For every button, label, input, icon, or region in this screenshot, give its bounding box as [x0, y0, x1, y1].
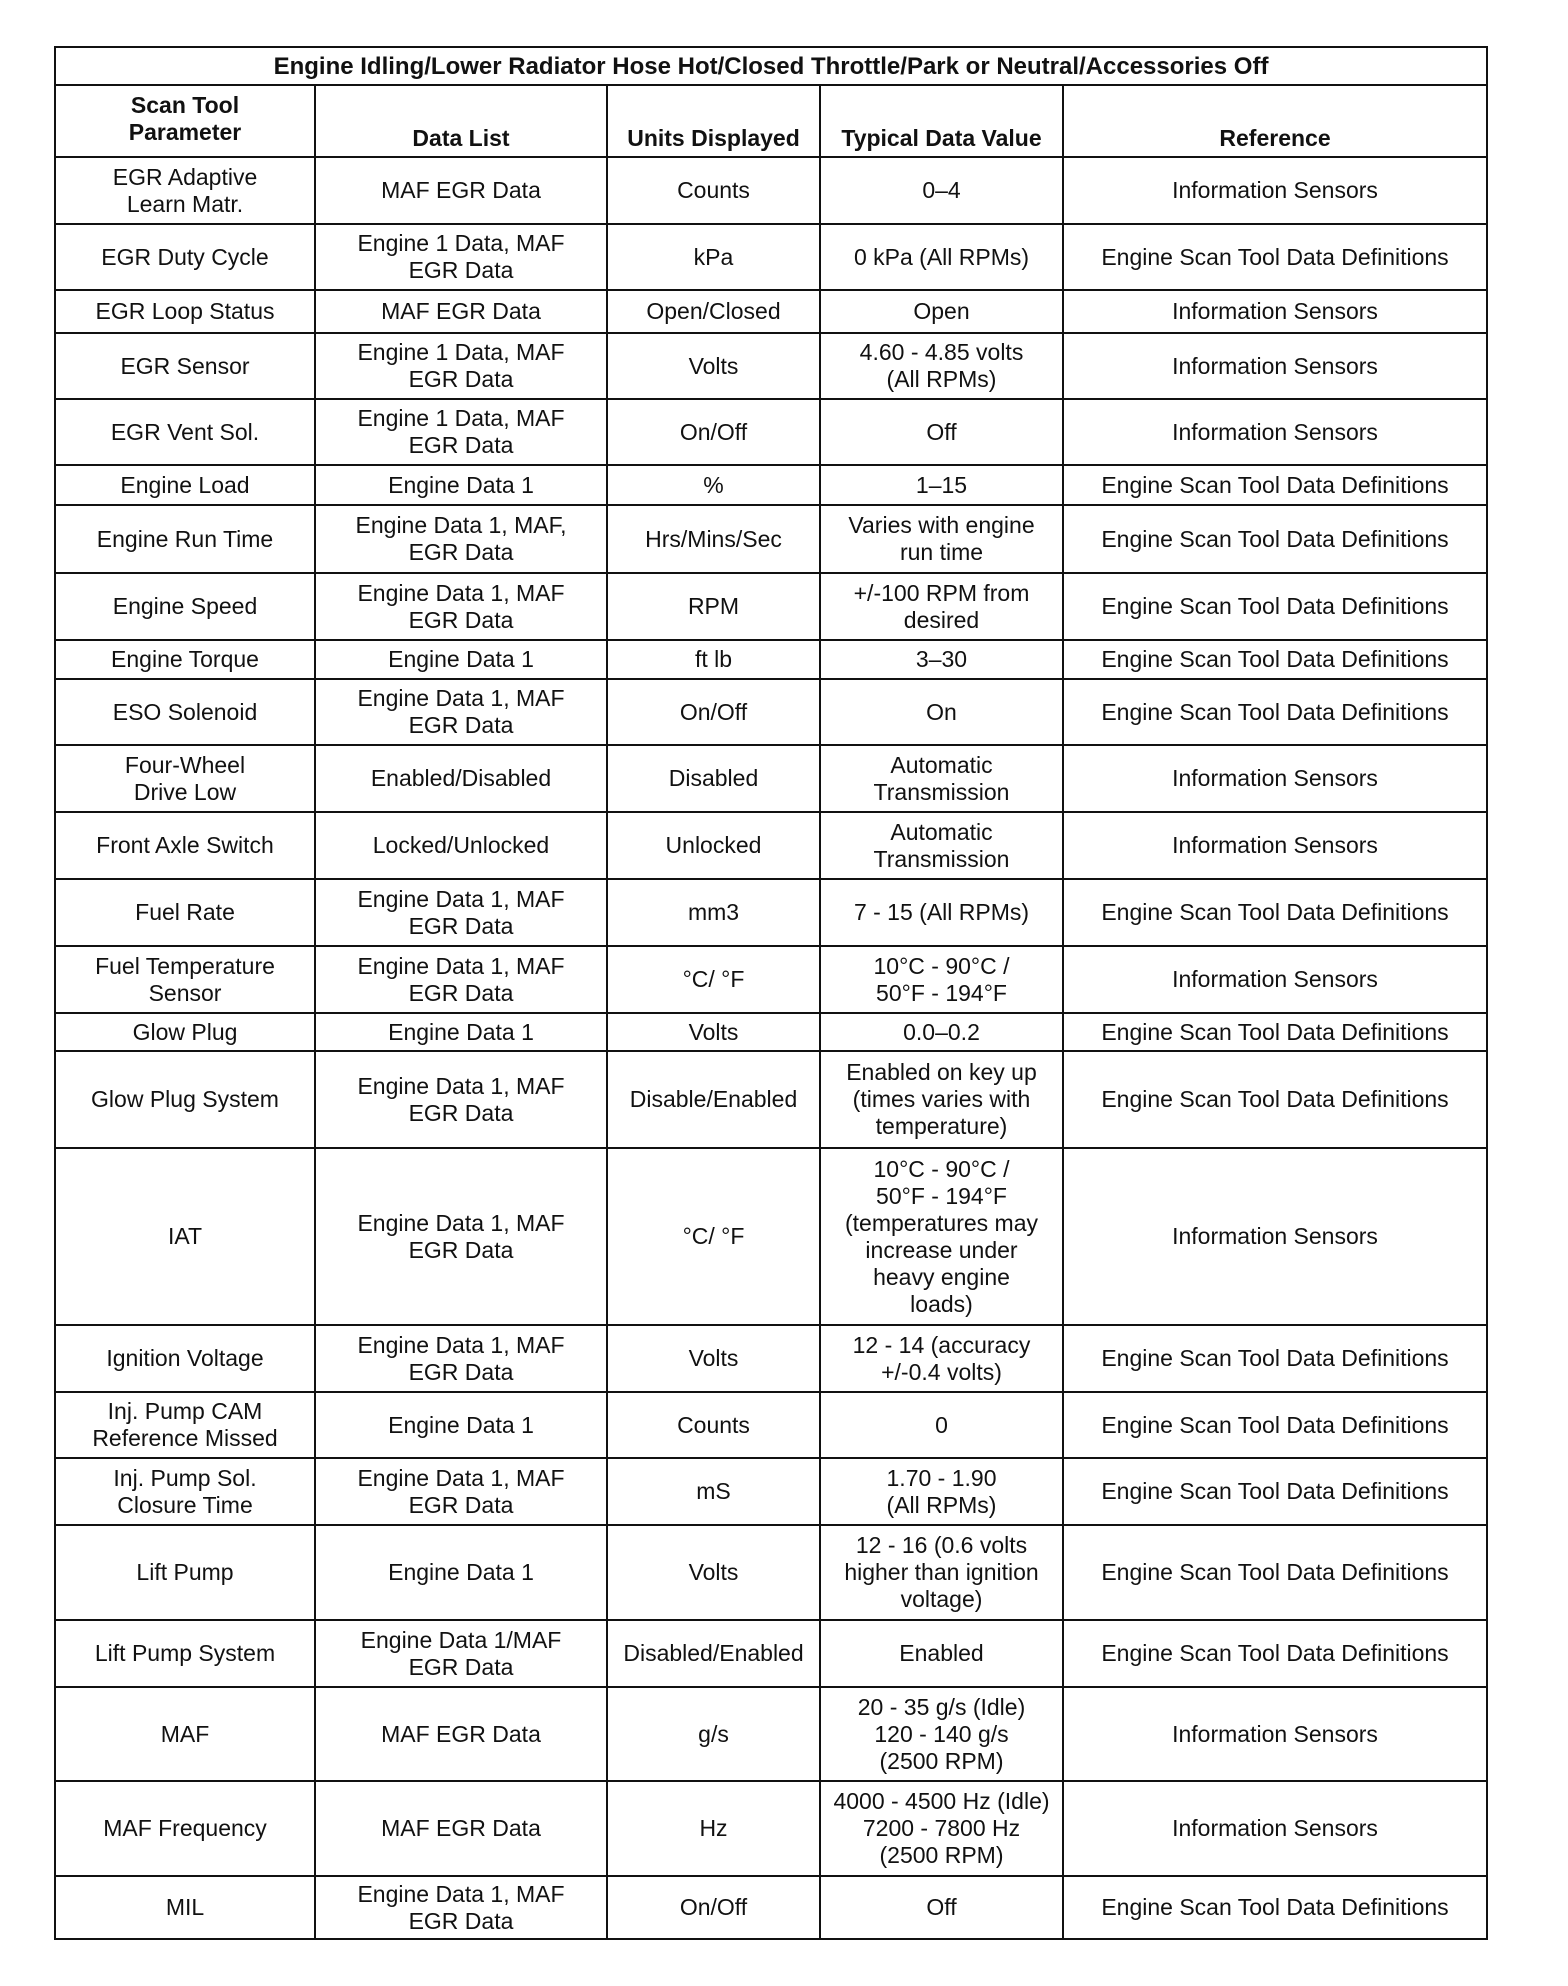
- cell-units: Open/Closed: [607, 290, 820, 333]
- table-row: [55, 157, 1487, 224]
- cell-data-list: Engine Data 1, MAF EGR Data: [315, 679, 607, 745]
- scan-tool-data-sheet: [54, 46, 1486, 1940]
- cell-typical-value: 0 kPa (All RPMs): [820, 224, 1063, 290]
- cell-data-list: Engine Data 1: [315, 465, 607, 505]
- cell-data-list: Engine Data 1: [315, 640, 607, 679]
- cell-units: Disabled: [607, 745, 820, 812]
- cell-units: °C/ °F: [607, 1148, 820, 1325]
- cell-typical-value: 12 - 16 (0.6 volts higher than ignition voltage): [820, 1525, 1063, 1620]
- cell-reference: Engine Scan Tool Data Definitions: [1063, 640, 1487, 679]
- table-row: [55, 879, 1487, 946]
- cell-parameter: Fuel Temperature Sensor: [55, 946, 315, 1013]
- cell-typical-value: 20 - 35 g/s (Idle) 120 - 140 g/s (2500 RPM): [820, 1687, 1063, 1781]
- cell-reference: Engine Scan Tool Data Definitions: [1063, 1392, 1487, 1458]
- cell-typical-value: Open: [820, 290, 1063, 333]
- cell-typical-value: Automatic Transmission: [820, 745, 1063, 812]
- cell-data-list: Engine 1 Data, MAF EGR Data: [315, 224, 607, 290]
- cell-reference: Information Sensors: [1063, 812, 1487, 879]
- cell-typical-value: Enabled: [820, 1620, 1063, 1687]
- cell-typical-value: Varies with engine run time: [820, 505, 1063, 573]
- table-row: [55, 1781, 1487, 1876]
- cell-reference: Information Sensors: [1063, 157, 1487, 224]
- cell-parameter: Inj. Pump CAM Reference Missed: [55, 1392, 315, 1458]
- cell-typical-value: Enabled on key up (times varies with temperature): [820, 1051, 1063, 1148]
- cell-reference: Engine Scan Tool Data Definitions: [1063, 505, 1487, 573]
- cell-parameter: Glow Plug: [55, 1013, 315, 1051]
- cell-units: Unlocked: [607, 812, 820, 879]
- table-row: [55, 640, 1487, 679]
- cell-data-list: Engine 1 Data, MAF EGR Data: [315, 333, 607, 399]
- cell-units: Hrs/Mins/Sec: [607, 505, 820, 573]
- cell-parameter: Lift Pump System: [55, 1620, 315, 1687]
- cell-typical-value: 1.70 - 1.90 (All RPMs): [820, 1458, 1063, 1525]
- cell-parameter: Ignition Voltage: [55, 1325, 315, 1392]
- cell-units: On/Off: [607, 399, 820, 465]
- cell-units: %: [607, 465, 820, 505]
- cell-typical-value: 0–4: [820, 157, 1063, 224]
- cell-typical-value: Automatic Transmission: [820, 812, 1063, 879]
- table-row: [55, 812, 1487, 879]
- cell-reference: Information Sensors: [1063, 333, 1487, 399]
- cell-reference: Engine Scan Tool Data Definitions: [1063, 1013, 1487, 1051]
- cell-units: mm3: [607, 879, 820, 946]
- cell-reference: Information Sensors: [1063, 1148, 1487, 1325]
- table-header-row: [55, 85, 1487, 157]
- cell-data-list: Engine Data 1, MAF EGR Data: [315, 1325, 607, 1392]
- cell-reference: Engine Scan Tool Data Definitions: [1063, 573, 1487, 640]
- scan-tool-data-table: [54, 46, 1488, 1940]
- cell-units: Volts: [607, 333, 820, 399]
- cell-typical-value: 4000 - 4500 Hz (Idle) 7200 - 7800 Hz (2500 RPM): [820, 1781, 1063, 1876]
- header-scan-tool-parameter: Scan Tool Parameter: [55, 85, 315, 157]
- cell-typical-value: 10°C - 90°C / 50°F - 194°F: [820, 946, 1063, 1013]
- cell-units: Hz: [607, 1781, 820, 1876]
- cell-parameter: MAF: [55, 1687, 315, 1781]
- table-row: [55, 1051, 1487, 1148]
- cell-units: Counts: [607, 157, 820, 224]
- cell-parameter: EGR Sensor: [55, 333, 315, 399]
- cell-parameter: Engine Torque: [55, 640, 315, 679]
- header-typical-data-value: Typical Data Value: [820, 85, 1063, 157]
- cell-typical-value: Off: [820, 399, 1063, 465]
- cell-typical-value: 0: [820, 1392, 1063, 1458]
- cell-data-list: Engine 1 Data, MAF EGR Data: [315, 399, 607, 465]
- table-row: [55, 224, 1487, 290]
- cell-reference: Engine Scan Tool Data Definitions: [1063, 465, 1487, 505]
- cell-parameter: EGR Loop Status: [55, 290, 315, 333]
- cell-data-list: MAF EGR Data: [315, 157, 607, 224]
- table-row: [55, 1013, 1487, 1051]
- cell-data-list: Engine Data 1, MAF EGR Data: [315, 1051, 607, 1148]
- cell-data-list: Engine Data 1, MAF EGR Data: [315, 1458, 607, 1525]
- table-row: [55, 745, 1487, 812]
- cell-reference: Information Sensors: [1063, 1687, 1487, 1781]
- cell-typical-value: 10°C - 90°C / 50°F - 194°F (temperatures may increase under heavy engine loads): [820, 1148, 1063, 1325]
- cell-parameter: Fuel Rate: [55, 879, 315, 946]
- cell-data-list: Engine Data 1, MAF EGR Data: [315, 879, 607, 946]
- table-row: [55, 505, 1487, 573]
- table-row: [55, 946, 1487, 1013]
- table-row: [55, 1458, 1487, 1525]
- table-row: [55, 1687, 1487, 1781]
- table-row: [55, 1392, 1487, 1458]
- table-row: [55, 679, 1487, 745]
- cell-parameter: Front Axle Switch: [55, 812, 315, 879]
- cell-units: Volts: [607, 1525, 820, 1620]
- cell-data-list: Locked/Unlocked: [315, 812, 607, 879]
- cell-data-list: MAF EGR Data: [315, 1781, 607, 1876]
- cell-data-list: Engine Data 1, MAF, EGR Data: [315, 505, 607, 573]
- cell-units: Disable/Enabled: [607, 1051, 820, 1148]
- cell-data-list: MAF EGR Data: [315, 1687, 607, 1781]
- cell-units: On/Off: [607, 1876, 820, 1939]
- header-reference: Reference: [1063, 85, 1487, 157]
- cell-typical-value: 0.0–0.2: [820, 1013, 1063, 1051]
- cell-data-list: Engine Data 1, MAF EGR Data: [315, 1148, 607, 1325]
- cell-units: g/s: [607, 1687, 820, 1781]
- table-row: [55, 1876, 1487, 1939]
- cell-parameter: Inj. Pump Sol. Closure Time: [55, 1458, 315, 1525]
- table-row: [55, 290, 1487, 333]
- cell-reference: Engine Scan Tool Data Definitions: [1063, 1458, 1487, 1525]
- cell-data-list: Engine Data 1: [315, 1392, 607, 1458]
- cell-units: Disabled/Enabled: [607, 1620, 820, 1687]
- cell-parameter: Four-Wheel Drive Low: [55, 745, 315, 812]
- cell-units: mS: [607, 1458, 820, 1525]
- cell-parameter: ESO Solenoid: [55, 679, 315, 745]
- cell-typical-value: 4.60 - 4.85 volts (All RPMs): [820, 333, 1063, 399]
- cell-reference: Engine Scan Tool Data Definitions: [1063, 1876, 1487, 1939]
- cell-reference: Engine Scan Tool Data Definitions: [1063, 1620, 1487, 1687]
- cell-units: Volts: [607, 1013, 820, 1051]
- cell-typical-value: 1–15: [820, 465, 1063, 505]
- table-caption-row: [55, 47, 1487, 85]
- cell-units: RPM: [607, 573, 820, 640]
- table-row: [55, 1620, 1487, 1687]
- cell-data-list: MAF EGR Data: [315, 290, 607, 333]
- cell-units: Counts: [607, 1392, 820, 1458]
- table-row: [55, 399, 1487, 465]
- cell-typical-value: Off: [820, 1876, 1063, 1939]
- cell-data-list: Engine Data 1/MAF EGR Data: [315, 1620, 607, 1687]
- cell-units: kPa: [607, 224, 820, 290]
- cell-parameter: MAF Frequency: [55, 1781, 315, 1876]
- cell-reference: Information Sensors: [1063, 946, 1487, 1013]
- cell-parameter: Glow Plug System: [55, 1051, 315, 1148]
- cell-typical-value: On: [820, 679, 1063, 745]
- cell-data-list: Engine Data 1: [315, 1013, 607, 1051]
- cell-typical-value: 3–30: [820, 640, 1063, 679]
- cell-parameter: IAT: [55, 1148, 315, 1325]
- header-units-displayed: Units Displayed: [607, 85, 820, 157]
- table-row: [55, 1325, 1487, 1392]
- cell-units: On/Off: [607, 679, 820, 745]
- cell-reference: Engine Scan Tool Data Definitions: [1063, 1051, 1487, 1148]
- cell-units: Volts: [607, 1325, 820, 1392]
- cell-parameter: EGR Adaptive Learn Matr.: [55, 157, 315, 224]
- cell-parameter: Engine Load: [55, 465, 315, 505]
- table-caption: Engine Idling/Lower Radiator Hose Hot/Closed Throttle/Park or Neutral/Accessories Off: [55, 47, 1487, 85]
- cell-reference: Information Sensors: [1063, 399, 1487, 465]
- cell-reference: Engine Scan Tool Data Definitions: [1063, 1325, 1487, 1392]
- table-row: [55, 465, 1487, 505]
- cell-parameter: MIL: [55, 1876, 315, 1939]
- cell-parameter: Engine Run Time: [55, 505, 315, 573]
- cell-reference: Engine Scan Tool Data Definitions: [1063, 1525, 1487, 1620]
- cell-reference: Engine Scan Tool Data Definitions: [1063, 224, 1487, 290]
- cell-reference: Engine Scan Tool Data Definitions: [1063, 879, 1487, 946]
- cell-parameter: Lift Pump: [55, 1525, 315, 1620]
- cell-data-list: Engine Data 1, MAF EGR Data: [315, 573, 607, 640]
- cell-parameter: Engine Speed: [55, 573, 315, 640]
- cell-typical-value: +/-100 RPM from desired: [820, 573, 1063, 640]
- cell-parameter: EGR Duty Cycle: [55, 224, 315, 290]
- table-row: [55, 573, 1487, 640]
- cell-units: °C/ °F: [607, 946, 820, 1013]
- table-row: [55, 333, 1487, 399]
- cell-data-list: Engine Data 1: [315, 1525, 607, 1620]
- cell-reference: Information Sensors: [1063, 745, 1487, 812]
- cell-reference: Information Sensors: [1063, 1781, 1487, 1876]
- table-row: [55, 1148, 1487, 1325]
- cell-reference: Engine Scan Tool Data Definitions: [1063, 679, 1487, 745]
- cell-data-list: Engine Data 1, MAF EGR Data: [315, 946, 607, 1013]
- cell-data-list: Engine Data 1, MAF EGR Data: [315, 1876, 607, 1939]
- cell-units: ft lb: [607, 640, 820, 679]
- cell-reference: Information Sensors: [1063, 290, 1487, 333]
- cell-parameter: EGR Vent Sol.: [55, 399, 315, 465]
- cell-typical-value: 7 - 15 (All RPMs): [820, 879, 1063, 946]
- cell-typical-value: 12 - 14 (accuracy +/-0.4 volts): [820, 1325, 1063, 1392]
- cell-data-list: Enabled/Disabled: [315, 745, 607, 812]
- table-row: [55, 1525, 1487, 1620]
- header-data-list: Data List: [315, 85, 607, 157]
